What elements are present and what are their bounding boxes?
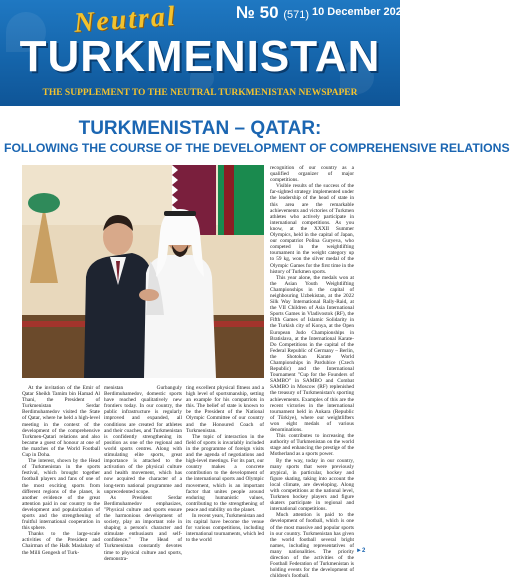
issue-date: 10 December 2022 [312, 6, 409, 18]
masthead-subtitle: THE SUPPLEMENT TO THE NEUTRAL TURKMENISTAN NEWSPAPER [42, 88, 358, 98]
article-headline: TURKMENISTAN – QATAR: [78, 118, 322, 139]
right-person-agal [164, 211, 196, 216]
paragraph: The interest, shown by the Head of Turkmenistan in the sports festival, which brought together football players and fans of one of the most exciting sports from different regions of the planet, is another evidence of the great attention paid in our country to the development and popularization of sports and the strengthening of fruitful international cooperation in this sphere. [22, 458, 100, 532]
article-column-1 [22, 385, 100, 555]
paragraph: menistan Gurbanguly Berdimuhamedov, domestic sports have reached qualitatively new frontiers today. In our country, the public infrastructure is regularly improved and expanded, all conditions are created for athletes and their coaches, and Turkmenistan is confidently strengthening its position as one of the regional and world sports centres. Along with stimulating elite sports, great importance is attached to the activation of the physical culture and health movement, which has now acquired the character of a long-term national programme and unprecedented scope. [104, 385, 182, 495]
photo-illustration [22, 165, 264, 378]
paragraph: As President Serdar Berdimuhamedov emphasizes, "Physical culture and sports ensure the harmonious development of society, play an important role in shaping a person's character and stimulate enthusiasm and self-confidence." The Head of Turkmenistan constantly devotes time to physical culture and sports, demonstra- [104, 494, 182, 562]
paragraph: Visible results of the success of the far-sighted strategy implemented under the leadership of the head of state in this area are the remarkable achievements and victories of Turkmen athletes who actively participate in international competitions. As you know, at the XXXII Summer Olympics, held in the capital of Japan, our compatriot Polina Guryeva, who competed in the weightlifting tournament in the weight category up to 59 kg, won the silver medal of the Olympic Games for the first time in the history of Turkmen sports. [270, 183, 354, 275]
masthead-neutral: Neutral [72, 0, 178, 39]
article-subheadline: FOLLOWING THE COURSE OF THE DEVELOPMENT OF COMPREHENSIVE RELATIONS [4, 141, 510, 155]
decor-plant [28, 193, 60, 213]
paragraph: ting excellent physical fitness and a high level of sportsmanship, setting an example for his compatriots in this. The belief of state is known to be the President of the National Olympic Committee of our country and the Honoured Coach of Turkmenistan. [186, 385, 264, 434]
paragraph: This contributes to increasing the authority of Turkmenistan on the world stage and enhancing the prestige of the Motherland as a sports power. [270, 433, 354, 458]
paragraph: Thanks to the large-scale activities of the President and Chairman of the Halk Maslahaty of the Milli Gengesh of Turk- [22, 531, 100, 556]
article-column-4 [270, 165, 354, 579]
issue-number-main: № 50 [236, 3, 279, 22]
issue-number [236, 3, 308, 23]
paragraph: By the way, today in our country, many sports that were previously atypical, in particular, hockey and figure skating, taking into account the local climate, are developing. Along with competitions at the national level, Turkmen hockey players and figure skaters participate in regional and international competitions. [270, 457, 354, 513]
page-number: ►2 [356, 548, 366, 554]
article-photo [22, 165, 264, 378]
paragraph: recognition of our country as a qualified organizer of major competitions. [270, 165, 354, 184]
paragraph: This year alone, the medals won at the Asian Youth Weightlifting Championships in the capital of neighbouring Uzbekistan, at the 2022 Silk Way International Rally-Raid, at the VII Children of Asia International Sports Games in Vladivostok (RF), the Fifth Games of Islamic Solidarity in the Turkish city of Konya, at the Open European Judo Championships in Bratislava, at the International Karate-Do Competitions in the capital of the Federal Republic of Germany – Berlin, the Shotokan Karate World Championships in Pardubice (Czech Republic) and the International Tournament "Cup for the Founders of SAMBO" in SAMBO and Combat SAMBO in Moscow (RF) replenished the treasury of Turkmenistan's sporting achievements. Examples of this are the recent victories in the international tournament held in Ankara (Republic of Türkiye), where our weightlifters won eight medals of various denominations. [270, 274, 354, 434]
paragraph: In recent years, Turkmenistan and its capital have become the venue for various competitions, including international tournaments, which led to the world [186, 512, 264, 544]
masthead-title: TURKMENISTAN [19, 32, 381, 81]
paragraph: At the invitation of the Emir of Qatar Sheikh Tamim bin Hamad Al Thani, the President of Turkmenistan Serdar Berdimuhamedov visited the State of Qatar, where he held a high-level meeting in the context of the development of the comprehensive Turkmen-Qatari relations and also became a guest of honour at one of the matches of the World Football Cup in Doha. [22, 385, 100, 459]
issue-serial: (571) [283, 9, 310, 21]
turkmen-flag-stripe [224, 165, 234, 235]
article-column-3 [186, 385, 264, 555]
paragraph: The topic of interaction in the field of sports is invariably included in the programme of foreign visits and the agenda of negotiations and high-level meetings. For its part, our country makes a concrete contribution to the development of the international sports and Olympic movement, which is an important factor that unites people around enduring humanistic values, contributing to the strengthening of peace and stability on the planet. [186, 433, 264, 513]
article-column-2 [104, 385, 182, 562]
handshake [139, 289, 159, 301]
paragraph: Much attention is paid to the development of football, which is one of the most massive and popular sports in our country. Turkmenistan has given the world football several bright names, including representatives of many nationalities. The priority direction of the activities of the Football Federation of Turkmenistan is holding events for the development of children's football. [270, 512, 354, 579]
masthead [0, 0, 409, 106]
